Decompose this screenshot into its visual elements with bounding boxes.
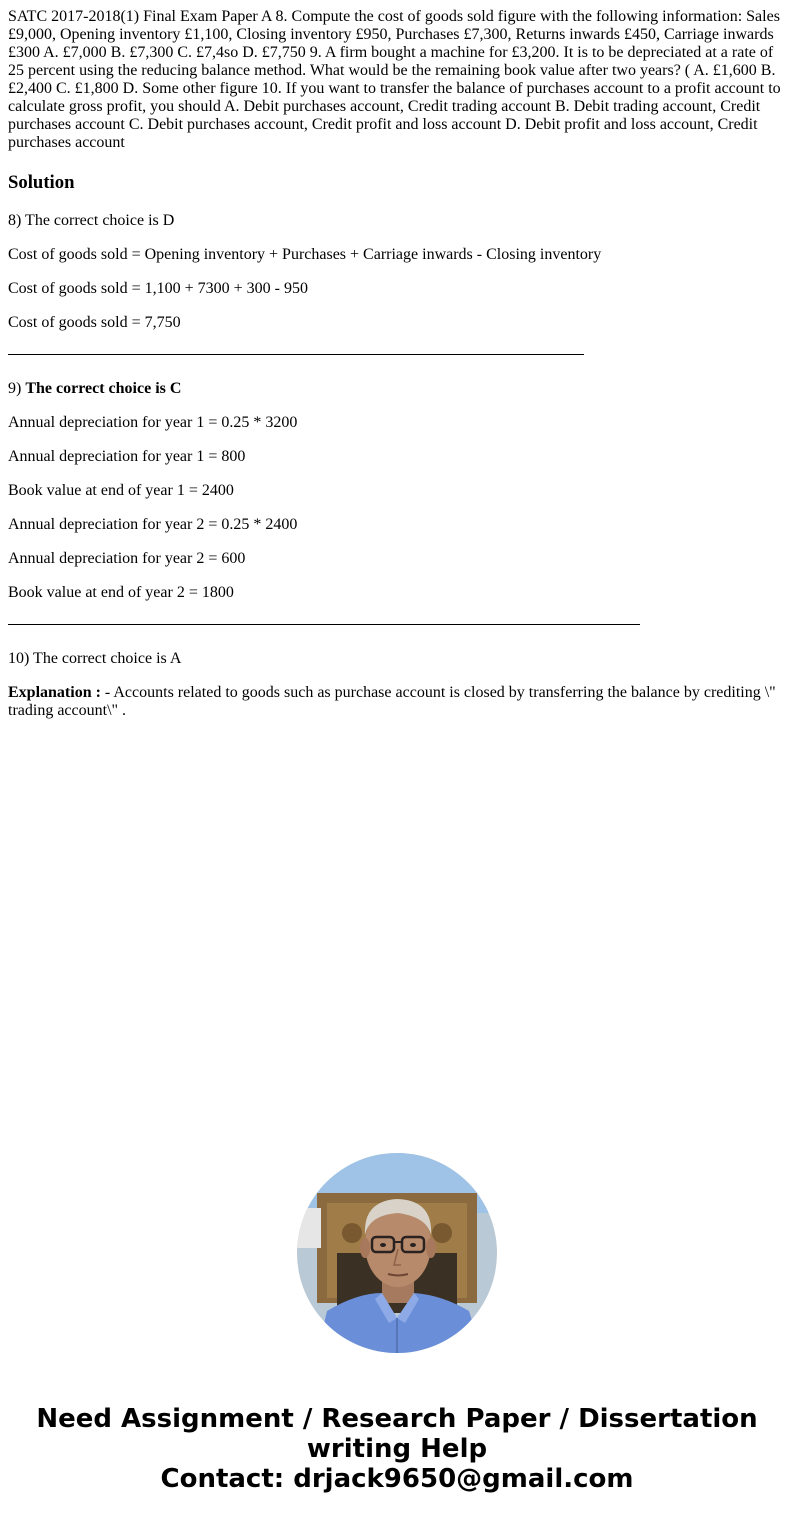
q10-explanation [8,684,786,720]
q9-answer-bold: The correct choice is C [25,380,182,397]
divider [8,624,640,625]
avatar-portrait [297,1153,497,1353]
q9-line-1: Annual depreciation for year 1 = 0.25 * 3200 [8,414,298,431]
solution-heading: Solution [8,172,75,193]
divider [8,354,584,355]
footer-banner [0,1404,794,1494]
q9-line-6: Book value at end of year 2 = 1800 [8,584,234,601]
footer-contact: Contact: drjack9650@gmail.com [160,1464,634,1494]
avatar [297,1153,497,1353]
q9-line-3: Book value at end of year 1 = 2400 [8,482,234,499]
q8-result: Cost of goods sold = 7,750 [8,314,181,331]
q8-answer: 8) The correct choice is D [8,212,175,229]
q9-line-2: Annual depreciation for year 1 = 800 [8,448,246,465]
explanation-text: - Accounts related to goods such as purchase account is closed by transferring the balance by crediting \" trading account\" . [8,684,776,719]
q8-formula: Cost of goods sold = Opening inventory + Purchases + Carriage inwards - Closing inventory [8,246,602,263]
q9-prefix: 9) [8,380,26,397]
q9-line-4: Annual depreciation for year 2 = 0.25 * 2400 [8,516,298,533]
document-body [8,8,786,736]
q10-answer: 10) The correct choice is A [8,650,182,667]
q9-line-5: Annual depreciation for year 2 = 600 [8,550,246,567]
q8-calculation: Cost of goods sold = 1,100 + 7300 + 300 - 950 [8,280,308,297]
q9-answer [8,380,786,398]
question-text: SATC 2017-2018(1) Final Exam Paper A 8. Compute the cost of goods sold figure with the following information: Sales £9,000, Opening inventory £1,100, Closing inventory £950, Purchases £7,300, Returns inwards £450, Carriage inwards £300 A. £7,000 B. £7,300 C. £7,4so D. £7,750 9. A firm bought a machine for £3,200. It is to be depreciated at a rate of 25 percent using the reducing balance method. What would be the remaining book value after two years? ( A. £1,600 B. £2,400 C. £1,800 D. Some other figure 10. If you want to transfer the balance of purchases account to a profit account to calculate gross profit, you should A. Debit purchases account, Credit trading account B. Debit trading account, Credit purchases account C. Debit purchases account, Credit profit and loss account D. Debit profit and loss account, Credit purchases account [8,8,781,151]
explanation-label: Explanation : [8,684,101,701]
footer-help-text: Need Assignment / Research Paper / Dissertation writing Help [36,1404,758,1464]
